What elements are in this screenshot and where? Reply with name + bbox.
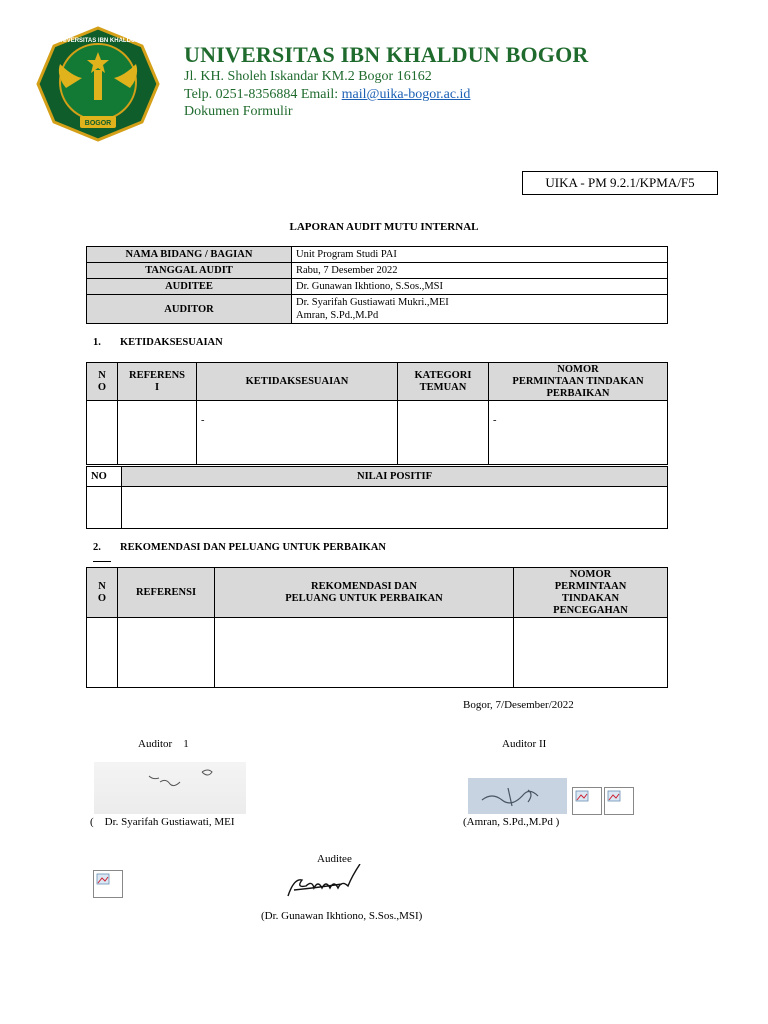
col-no: N O [87, 363, 118, 401]
info-label: NAMA BIDANG / BAGIAN [87, 247, 292, 263]
report-title: LAPORAN AUDIT MUTU INTERNAL [289, 221, 479, 233]
phone-text: Telp. 0251-8356884 Email: [184, 87, 342, 102]
auditor1-signature [94, 762, 246, 814]
auditee-signature [284, 864, 370, 900]
auditor2-label: Auditor II [502, 738, 547, 750]
col-category: KATEGORI TEMUAN [398, 363, 489, 401]
underline-mark [93, 561, 111, 562]
cell-ref [118, 401, 197, 465]
audit-info-table [86, 246, 668, 324]
auditee-label: Auditee [317, 853, 352, 865]
cell-no [87, 618, 118, 688]
col-ref: REFERENSI [118, 568, 215, 618]
university-logo [36, 26, 160, 142]
info-value: Dr. Syarifah Gustiawati Mukri.,MEI Amran, S.Pd.,M.Pd [292, 295, 668, 324]
cell-prevent-request [514, 618, 668, 688]
col-prevent-request: NOMOR PERMINTAAN TINDAKAN PENCEGAHAN [514, 568, 668, 618]
cell-recommendation [215, 618, 514, 688]
col-ref: REFERENS I [118, 363, 197, 401]
table-row [87, 263, 668, 279]
auditor1-name: ( Dr. Syarifah Gustiawati, MEI [90, 816, 235, 828]
place-date: Bogor, 7/Desember/2022 [463, 699, 574, 711]
svg-text:UNIVERSITAS IBN KHALDUN: UNIVERSITAS IBN KHALDUN [56, 38, 140, 44]
info-value: Unit Program Studi PAI [292, 247, 668, 263]
recommendation-table [86, 567, 668, 688]
table-row [87, 247, 668, 263]
info-label: AUDITOR [87, 295, 292, 324]
cell-category [398, 401, 489, 465]
col-no: N O [87, 568, 118, 618]
table-header-row [87, 467, 668, 487]
section1-heading: 1. KETIDAKSESUAIAN [93, 337, 223, 348]
auditee-name: (Dr. Gunawan Ikhtiono, S.Sos.,MSI) [261, 910, 423, 922]
broken-image-icon [572, 787, 602, 815]
col-no: NO [87, 467, 122, 487]
address: Jl. KH. Sholeh Iskandar KM.2 Bogor 16162 [184, 69, 432, 84]
info-value: Dr. Gunawan Ikhtiono, S.Sos.,MSI [292, 279, 668, 295]
auditor2-name: (Amran, S.Pd.,M.Pd ) [463, 816, 560, 828]
table-header-row [87, 568, 668, 618]
cell-no [87, 401, 118, 465]
svg-text:BOGOR: BOGOR [84, 120, 112, 127]
cell-request: - [489, 401, 668, 465]
auditor2-signature [468, 778, 567, 814]
section2-heading: 2. REKOMENDASI DAN PELUANG UNTUK PERBAIKAN [93, 542, 387, 553]
auditor1-label: Auditor 1 [138, 738, 189, 750]
cell-finding: - [197, 401, 398, 465]
table-row [87, 618, 668, 688]
col-positive: NILAI POSITIF [122, 467, 668, 487]
info-label: TANGGAL AUDIT [87, 263, 292, 279]
info-label: AUDITEE [87, 279, 292, 295]
cell-ref [118, 618, 215, 688]
broken-image-icon [93, 870, 123, 898]
email-link[interactable]: mail@uika-bogor.ac.id [341, 87, 471, 102]
table-row [87, 279, 668, 295]
doc-type: Dokumen Formulir [184, 104, 293, 119]
table-header-row [87, 363, 668, 401]
table-row [87, 487, 668, 529]
cell-no [87, 487, 122, 529]
nonconformity-table [86, 362, 668, 465]
col-finding: KETIDAKSESUAIAN [197, 363, 398, 401]
table-row [87, 295, 668, 324]
col-recommendation: REKOMENDASI DAN PELUANG UNTUK PERBAIKAN [215, 568, 514, 618]
contact-line [184, 87, 470, 103]
positive-value-table [86, 466, 668, 529]
table-row [87, 401, 668, 465]
form-code-box: UIKA - PM 9.2.1/KPMA/F5 [522, 171, 718, 195]
broken-image-icon [604, 787, 634, 815]
col-request: NOMOR PERMINTAAN TINDAKAN PERBAIKAN [489, 363, 668, 401]
university-name: UNIVERSITAS IBN KHALDUN BOGOR [184, 42, 589, 67]
cell-positive [122, 487, 668, 529]
info-value: Rabu, 7 Desember 2022 [292, 263, 668, 279]
